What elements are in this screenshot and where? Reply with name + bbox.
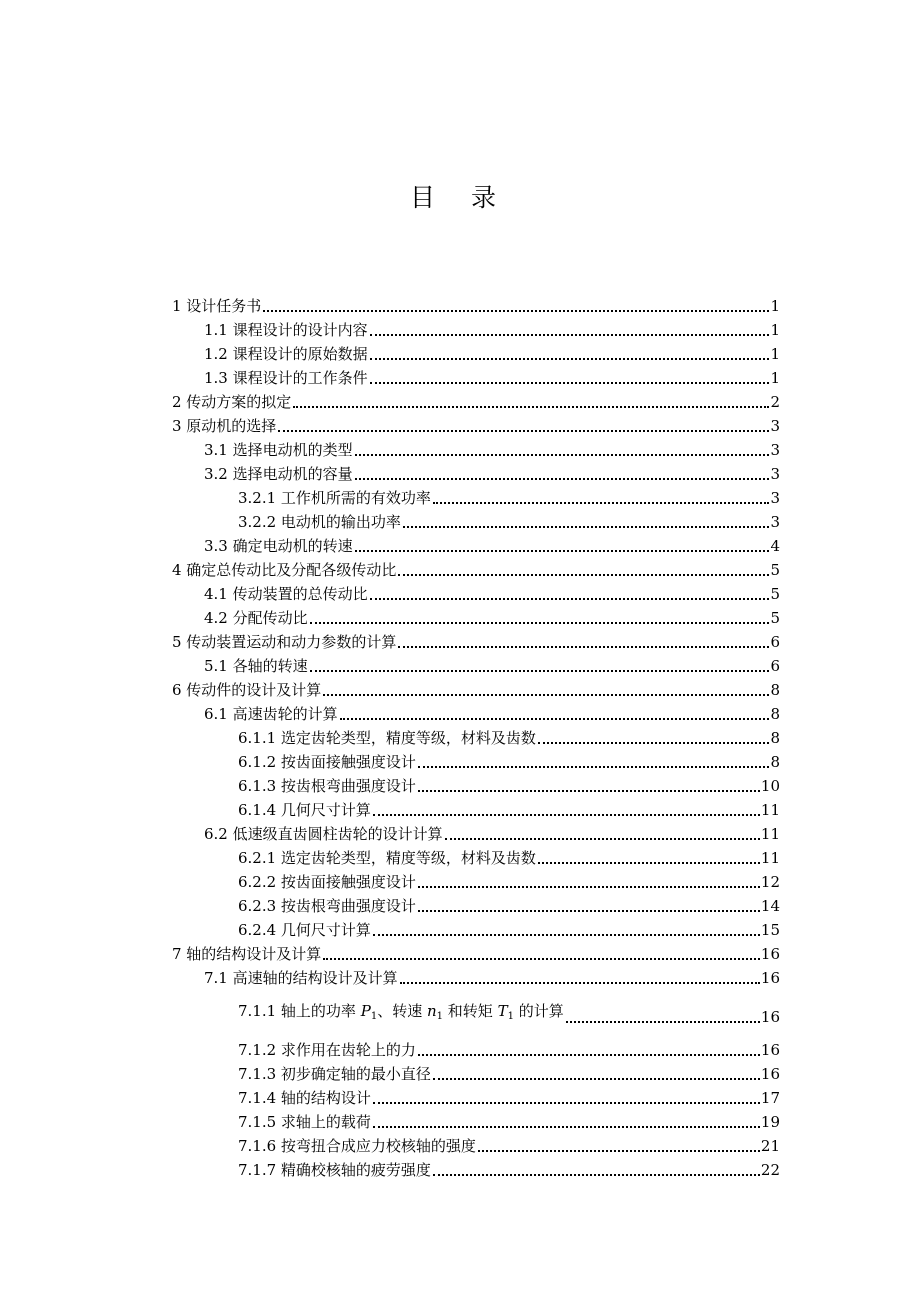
toc-entry[interactable] xyxy=(172,942,780,964)
toc-entry-label: 5.1 各轴的转速 xyxy=(204,657,308,675)
dot-leader xyxy=(310,670,770,672)
toc-entry-page: 14 xyxy=(760,897,780,915)
toc-entry-page: 8 xyxy=(770,729,780,747)
toc-entry-page: 16 xyxy=(760,1041,780,1059)
speed-symbol: n xyxy=(426,1002,437,1020)
dot-leader xyxy=(433,1078,760,1080)
toc-entry-label: 7.1 高速轴的结构设计及计算 xyxy=(204,969,398,987)
toc-entry-label: 1.2 课程设计的原始数据 xyxy=(204,345,368,363)
toc-entry-label: 6 传动件的设计及计算 xyxy=(172,681,322,699)
toc-entry-label: 7.1.7 精确校核轴的疲劳强度 xyxy=(238,1161,431,1179)
toc-entry-label: 3.2 选择电动机的容量 xyxy=(204,465,353,483)
toc-entry-label: 7.1.3 初步确定轴的最小直径 xyxy=(238,1065,431,1083)
toc-entry[interactable] xyxy=(172,1158,780,1180)
dot-leader xyxy=(323,694,769,696)
toc-entry[interactable] xyxy=(172,726,780,748)
toc-entry[interactable] xyxy=(172,462,780,484)
toc-label-text: 、转速 xyxy=(377,1002,427,1020)
subscript: 1 xyxy=(436,1011,444,1022)
toc-entry[interactable] xyxy=(172,1038,780,1060)
dot-leader xyxy=(403,526,770,528)
toc-entry[interactable] xyxy=(172,486,780,508)
dot-leader xyxy=(340,718,770,720)
toc-entry[interactable] xyxy=(172,510,780,532)
toc-entry-label: 6.1 高速齿轮的计算 xyxy=(204,705,338,723)
toc-entry-label: 7.1.2 求作用在齿轮上的力 xyxy=(238,1041,416,1059)
toc-entry-page: 3 xyxy=(770,513,780,531)
toc-entry-label: 3.2.2 电动机的输出功率 xyxy=(238,513,401,531)
toc-entry[interactable] xyxy=(172,366,780,388)
power-symbol: P xyxy=(360,1002,371,1020)
dot-leader xyxy=(373,934,760,936)
toc-entry-page: 1 xyxy=(770,369,780,387)
dot-leader xyxy=(418,766,770,768)
toc-entry-page: 17 xyxy=(760,1089,780,1107)
toc-entry[interactable] xyxy=(172,534,780,556)
toc-entry-page: 10 xyxy=(760,777,780,795)
dot-leader xyxy=(398,574,769,576)
toc-entry[interactable] xyxy=(172,630,780,652)
toc-entry-page: 22 xyxy=(760,1161,780,1179)
toc-entry-label: 6.2.1 选定齿轮类型，精度等级，材料及齿数 xyxy=(238,849,536,867)
dot-leader xyxy=(398,646,769,648)
toc-entry[interactable] xyxy=(172,798,780,820)
toc-entry[interactable] xyxy=(172,1086,780,1108)
dot-leader xyxy=(418,910,760,912)
toc-entry[interactable] xyxy=(172,390,780,412)
toc-entry-page: 15 xyxy=(760,921,780,939)
toc-label-text: 和转矩 xyxy=(443,1002,498,1020)
toc-entry-page: 11 xyxy=(760,801,780,819)
toc-entry[interactable] xyxy=(172,438,780,460)
dot-leader xyxy=(263,310,769,312)
toc-entry[interactable] xyxy=(172,702,780,724)
dot-leader xyxy=(370,598,770,600)
dot-leader xyxy=(445,838,760,840)
toc-entry[interactable] xyxy=(172,342,780,364)
toc-entry-label: 6.1.4 几何尺寸计算 xyxy=(238,801,371,819)
dot-leader xyxy=(370,382,770,384)
dot-leader xyxy=(433,1174,760,1176)
toc-entry-page: 16 xyxy=(760,1065,780,1083)
toc-entry-label: 2 传动方案的拟定 xyxy=(172,393,292,411)
toc-entry-page: 8 xyxy=(770,753,780,771)
dot-leader xyxy=(355,550,770,552)
toc-entry-label: 6.2 低速级直齿圆柱齿轮的设计计算 xyxy=(204,825,443,843)
toc-entry-label: 1 设计任务书 xyxy=(172,297,262,315)
toc-entry-label: 6.2.3 按齿根弯曲强度设计 xyxy=(238,897,416,915)
toc-entry-label: 1.3 课程设计的工作条件 xyxy=(204,369,368,387)
dot-leader xyxy=(370,334,770,336)
toc-entry-page: 3 xyxy=(770,441,780,459)
dot-leader xyxy=(355,478,770,480)
toc-entry-label: 3.3 确定电动机的转速 xyxy=(204,537,353,555)
toc-entry-label: 3.1 选择电动机的类型 xyxy=(204,441,353,459)
toc-entry[interactable] xyxy=(172,606,780,628)
toc-label-text: 的计算 xyxy=(513,1002,564,1020)
dot-leader xyxy=(373,814,760,816)
toc-entry[interactable] xyxy=(172,1001,780,1027)
subscript: 1 xyxy=(370,1011,378,1022)
toc-entry-label: 7.1.4 轴的结构设计 xyxy=(238,1089,371,1107)
toc-entry[interactable] xyxy=(172,582,780,604)
toc-entry[interactable] xyxy=(172,558,780,580)
toc-entry-label: 4.1 传动装置的总传动比 xyxy=(204,585,368,603)
toc-entry-label: 3.2.1 工作机所需的有效功率 xyxy=(238,489,431,507)
dot-leader xyxy=(538,742,770,744)
toc-entry[interactable] xyxy=(172,846,780,868)
dot-leader xyxy=(418,886,760,888)
toc-entry-label xyxy=(238,1001,564,1027)
dot-leader xyxy=(293,406,769,408)
toc-entry-page: 16 xyxy=(760,945,780,963)
toc-entry[interactable] xyxy=(172,1110,780,1132)
toc-entry[interactable] xyxy=(172,822,780,844)
toc-entry[interactable] xyxy=(172,1062,780,1084)
toc-entry-page: 12 xyxy=(760,873,780,891)
subscript: 1 xyxy=(507,1011,514,1022)
toc-entry[interactable] xyxy=(172,318,780,340)
dot-leader xyxy=(566,1021,760,1023)
toc-entry-page: 5 xyxy=(770,561,780,579)
toc-entry-page: 19 xyxy=(760,1113,780,1131)
dot-leader xyxy=(310,622,770,624)
toc-entry-page: 5 xyxy=(770,585,780,603)
toc-entry-label: 4.2 分配传动比 xyxy=(204,609,308,627)
toc-entry-label: 6.2.4 几何尺寸计算 xyxy=(238,921,371,939)
dot-leader xyxy=(323,958,760,960)
dot-leader xyxy=(478,1150,760,1152)
toc-entry-page: 3 xyxy=(770,465,780,483)
toc-entry-page: 8 xyxy=(770,681,780,699)
toc-entry-label: 3 原动机的选择 xyxy=(172,417,277,435)
toc-entry-page: 1 xyxy=(770,297,780,315)
torque-symbol: T xyxy=(497,1002,508,1020)
dot-leader xyxy=(373,1126,760,1128)
toc-entry-label: 7.1.5 求轴上的载荷 xyxy=(238,1113,371,1131)
page-title: 目 录 xyxy=(410,183,510,212)
toc-entry-page: 6 xyxy=(770,633,780,651)
toc-entry-page: 16 xyxy=(760,1008,780,1026)
toc-entry-page: 1 xyxy=(770,321,780,339)
toc-entry[interactable] xyxy=(172,414,780,436)
dot-leader xyxy=(278,430,769,432)
toc-entry-label: 5 传动装置运动和动力参数的计算 xyxy=(172,633,397,651)
toc-entry-label: 7.1.6 按弯扭合成应力校核轴的强度 xyxy=(238,1137,476,1155)
toc-entry-page: 21 xyxy=(760,1137,780,1155)
toc-entry-page: 4 xyxy=(770,537,780,555)
dot-leader xyxy=(400,982,760,984)
toc-entry-page: 1 xyxy=(770,345,780,363)
toc-entry[interactable] xyxy=(172,294,780,316)
dot-leader xyxy=(370,358,770,360)
toc-entry[interactable] xyxy=(172,870,780,892)
toc-entry-label: 7 轴的结构设计及计算 xyxy=(172,945,322,963)
toc-entry[interactable] xyxy=(172,966,780,988)
toc-entry[interactable] xyxy=(172,654,780,676)
toc-entry-page: 16 xyxy=(760,969,780,987)
toc-entry-label: 6.1.2 按齿面接触强度设计 xyxy=(238,753,416,771)
toc-entry[interactable] xyxy=(172,678,780,700)
toc-entry-page: 6 xyxy=(770,657,780,675)
toc-entry[interactable] xyxy=(172,894,780,916)
toc-entry[interactable] xyxy=(172,750,780,772)
toc-entry-label: 4 确定总传动比及分配各级传动比 xyxy=(172,561,397,579)
toc-entry-page: 3 xyxy=(770,489,780,507)
dot-leader xyxy=(538,862,760,864)
dot-leader xyxy=(355,454,770,456)
toc-entry-page: 11 xyxy=(760,825,780,843)
dot-leader xyxy=(418,1054,760,1056)
toc-entry-page: 8 xyxy=(770,705,780,723)
toc-entry-label: 6.1.1 选定齿轮类型，精度等级，材料及齿数 xyxy=(238,729,536,747)
toc-label-text: 7.1.1 轴上的功率 xyxy=(238,1002,361,1020)
toc-entry[interactable] xyxy=(172,1134,780,1156)
toc-entry[interactable] xyxy=(172,774,780,796)
toc-entry-page: 5 xyxy=(770,609,780,627)
toc-entry-label: 6.2.2 按齿面接触强度设计 xyxy=(238,873,416,891)
dot-leader xyxy=(373,1102,760,1104)
toc-entry-page: 3 xyxy=(770,417,780,435)
toc-entry[interactable] xyxy=(172,918,780,940)
toc-entry-page: 2 xyxy=(770,393,780,411)
toc-entry-label: 1.1 课程设计的设计内容 xyxy=(204,321,368,339)
toc-entry-page: 11 xyxy=(760,849,780,867)
dot-leader xyxy=(418,790,760,792)
dot-leader xyxy=(433,502,770,504)
toc-entry-label: 6.1.3 按齿根弯曲强度设计 xyxy=(238,777,416,795)
